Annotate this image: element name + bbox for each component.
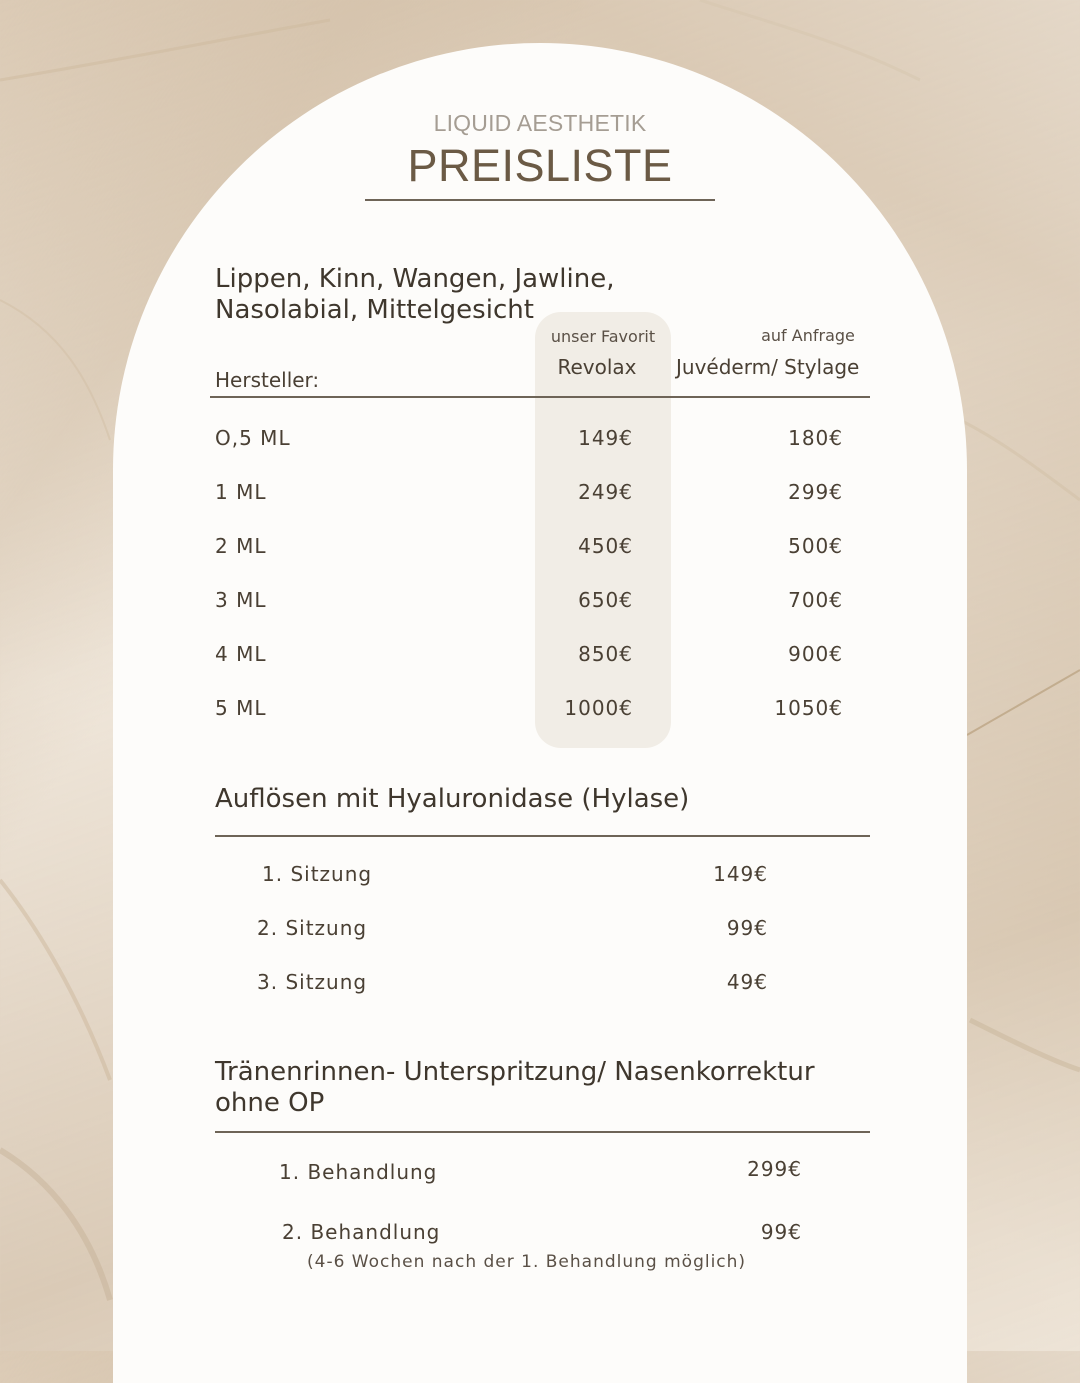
title-divider (365, 199, 715, 201)
size-cell: 4 ML (215, 642, 267, 666)
size-cell: 2 ML (215, 534, 267, 558)
section1-heading-line1: Lippen, Kinn, Wangen, Jawline, (215, 264, 615, 294)
session-price: 99€ (726, 916, 768, 940)
section1-heading-line2: Nasolabial, Mittelgesicht (215, 295, 534, 325)
col1-note: unser Favorit (550, 327, 656, 346)
session-price: 49€ (726, 970, 768, 994)
revolax-price: 650€ (578, 588, 633, 612)
section2-divider (215, 835, 870, 837)
col2-note: auf Anfrage (761, 326, 855, 345)
revolax-price: 850€ (578, 642, 633, 666)
revolax-price: 249€ (578, 480, 633, 504)
juvederm-price: 500€ (788, 534, 843, 558)
juvederm-price: 180€ (788, 426, 843, 450)
session-price: 149€ (713, 862, 768, 886)
revolax-price: 450€ (578, 534, 633, 558)
section3-heading-line2: ohne OP (215, 1088, 325, 1118)
size-cell: 3 ML (215, 588, 267, 612)
treatment-label: 1. Behandlung (279, 1160, 438, 1184)
revolax-price: 149€ (578, 426, 633, 450)
section3-heading-line1: Tränenrinnen- Unterspritzung/ Nasenkorrektur (215, 1057, 815, 1087)
treatment-note: (4-6 Wochen nach der 1. Behandlung möglich) (307, 1252, 747, 1272)
juvederm-price: 1050€ (774, 696, 843, 720)
col2-name: Juvéderm/ Stylage (676, 355, 860, 379)
juvederm-price: 299€ (788, 480, 843, 504)
juvederm-price: 700€ (788, 588, 843, 612)
juvederm-price: 900€ (788, 642, 843, 666)
revolax-price: 1000€ (564, 696, 633, 720)
brand-name: LIQUID AESTHETIK (433, 110, 647, 136)
session-label: 2. Sitzung (257, 916, 368, 940)
col1-name: Revolax (557, 355, 637, 379)
section3-divider (215, 1131, 870, 1133)
treatment-price: 299€ (747, 1157, 802, 1181)
section1-divider (210, 396, 870, 398)
size-cell: O,5 ML (215, 426, 291, 450)
size-cell: 1 ML (215, 480, 267, 504)
treatment-price: 99€ (760, 1220, 802, 1244)
size-cell: 5 ML (215, 696, 267, 720)
manufacturer-label: Hersteller: (215, 368, 320, 392)
session-label: 1. Sitzung (262, 862, 373, 886)
page-title: PREISLISTE (407, 140, 673, 191)
session-label: 3. Sitzung (257, 970, 368, 994)
section2-heading: Auflösen mit Hyaluronidase (Hylase) (215, 784, 690, 814)
treatment-label: 2. Behandlung (282, 1220, 441, 1244)
